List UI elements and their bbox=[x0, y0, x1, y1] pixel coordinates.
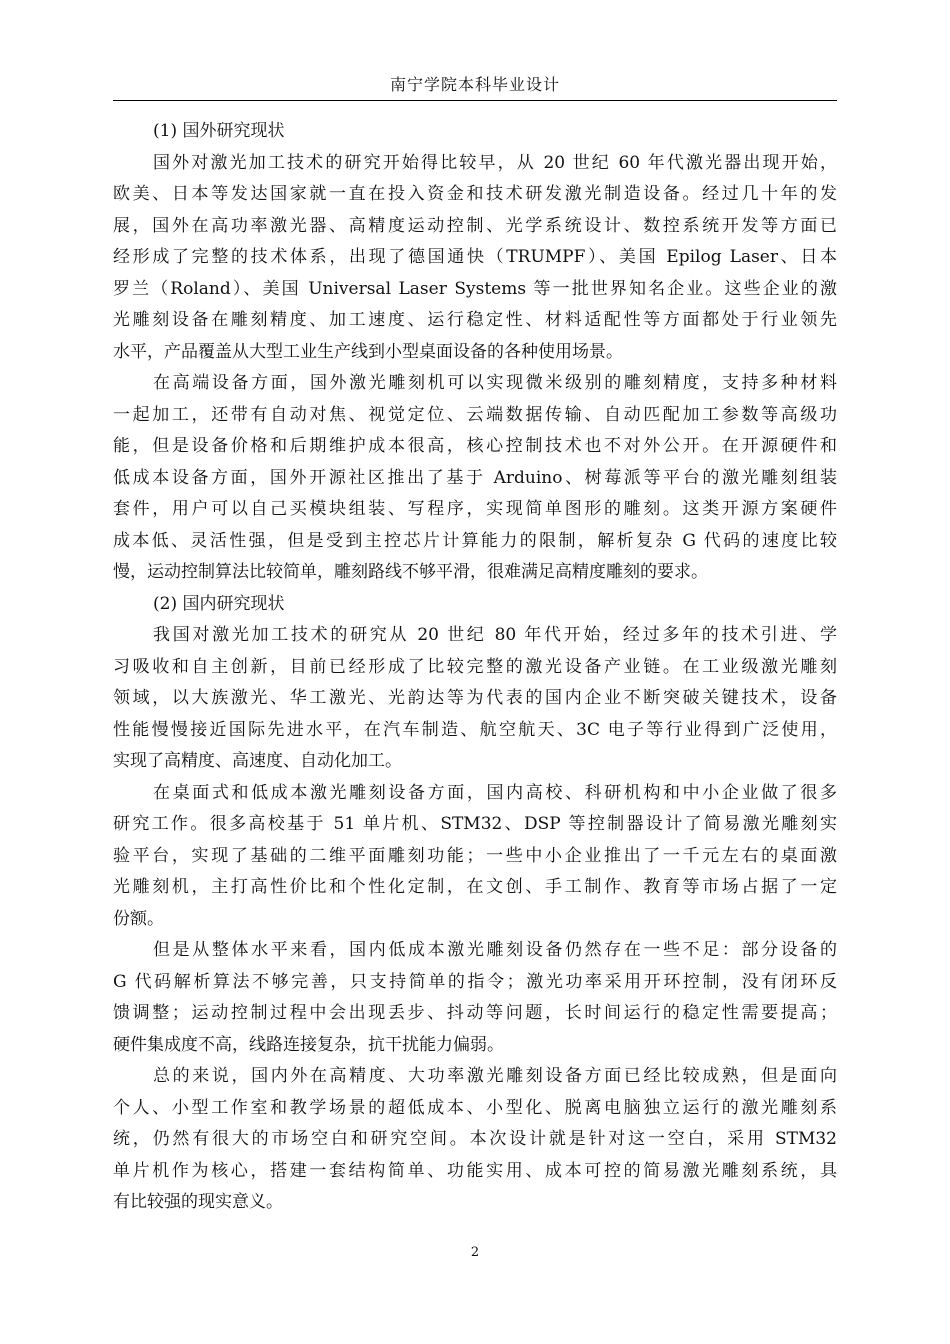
paragraph-line: 个人、小型工作室和教学场景的超低成本、小型化、脱离电脑独立运行的激光雕刻系 bbox=[113, 1097, 837, 1118]
paragraph-line: 欧美、日本等发达国家就一直在投入资金和技术研发激光制造设备。经过几十年的发 bbox=[113, 184, 837, 204]
paragraph-line: 研究工作。很多高校基于 51 单片机、STM32、DSP 等控制器设计了简易激光雕刻实 bbox=[113, 814, 837, 834]
paragraph-line: 经形成了完整的技术体系，出现了德国通快（TRUMPF）、美国 Epilog Laser、日本 bbox=[113, 247, 837, 267]
paragraph-line: 国外对激光加工技术的研究开始得比较早，从 20 世纪 60 年代激光器出现开始， bbox=[153, 152, 837, 173]
paragraph-line: 实现了高精度、高速度、自动化加工。 bbox=[113, 751, 402, 771]
paragraph-line: 但是从整体水平来看，国内低成本激光雕刻设备仍然存在一些不足：部分设备的 bbox=[153, 940, 837, 960]
section-heading: (2) 国内研究现状 bbox=[153, 593, 285, 614]
paragraph-line: 光雕刻设备在雕刻精度、加工速度、运行稳定性、材料适配性等方面都处于行业领先 bbox=[113, 310, 837, 330]
paragraph-line: 馈调整；运动控制过程中会出现丢步、抖动等问题，长时间运行的稳定性需要提高； bbox=[113, 1003, 837, 1023]
document-body bbox=[113, 116, 837, 1219]
paragraph-line: 一起加工，还带有自动对焦、视觉定位、云端数据传输、自动匹配加工参数等高级功 bbox=[113, 404, 837, 425]
page-number: 2 bbox=[470, 1245, 480, 1260]
paragraph-line: 性能慢慢接近国际先进水平，在汽车制造、航空航天、3C 电子等行业得到广泛使用， bbox=[113, 719, 837, 740]
paragraph-line: 习吸收和自主创新，目前已经形成了比较完整的激光设备产业链。在工业级激光雕刻 bbox=[113, 656, 837, 677]
paragraph-line: G 代码解析算法不够完善，只支持简单的指令；激光功率采用开环控制，没有闭环反 bbox=[113, 971, 837, 992]
paragraph-line: 在桌面式和低成本激光雕刻设备方面，国内高校、科研机构和中小企业做了很多 bbox=[153, 782, 837, 803]
paragraph-line: 统，仍然有很大的市场空白和研究空间。本次设计就是针对这一空白，采用 STM32 bbox=[113, 1129, 837, 1149]
paragraph-line: 验平台，实现了基础的二维平面雕刻功能；一些中小企业推出了一千元左右的桌面激 bbox=[113, 845, 837, 866]
paragraph-line: 成本低、灵活性强，但是受到主控芯片计算能力的限制，解析复杂 G 代码的速度比较 bbox=[113, 530, 837, 551]
paragraph-line: 能，但是设备价格和后期维护成本很高，核心控制技术也不对外公开。在开源硬件和 bbox=[113, 436, 837, 456]
paragraph-line: 有比较强的现实意义。 bbox=[113, 1192, 283, 1212]
paragraph-line: 份额。 bbox=[113, 908, 164, 929]
paragraph-line: 硬件集成度不高，线路连接复杂，抗干扰能力偏弱。 bbox=[113, 1034, 504, 1055]
paragraph-line: 展，国外在高功率激光器、高精度运动控制、光学系统设计、数控系统开发等方面已 bbox=[113, 215, 837, 236]
page-header-title: 南宁学院本科毕业设计 bbox=[389, 75, 560, 94]
paragraph-line: 在高端设备方面，国外激光雕刻机可以实现微米级别的雕刻精度，支持多种材料 bbox=[153, 373, 837, 393]
paragraph-line: 罗兰（Roland）、美国 Universal Laser Systems 等一批世界知名企业。这些企业的激 bbox=[113, 278, 837, 299]
paragraph-line: 低成本设备方面，国外开源社区推出了基于 Arduino、树莓派等平台的激光雕刻组装 bbox=[113, 467, 837, 488]
paragraph-line: 我国对激光加工技术的研究从 20 世纪 80 年代开始，经过多年的技术引进、学 bbox=[153, 625, 837, 645]
paragraph-line: 总的来说，国内外在高精度、大功率激光雕刻设备方面已经比较成熟，但是面向 bbox=[153, 1066, 837, 1086]
header-rule bbox=[113, 100, 837, 101]
paragraph-line: 套件，用户可以自己买模块组装、写程序，实现简单图形的雕刻。这类开源方案硬件 bbox=[113, 499, 837, 519]
section-heading: (1) 国外研究现状 bbox=[153, 121, 285, 141]
paragraph-line: 慢，运动控制算法比较简单，雕刻路线不够平滑，很难满足高精度雕刻的要求。 bbox=[113, 562, 708, 582]
paragraph-line: 领域，以大族激光、华工激光、光韵达等为代表的国内企业不断突破关键技术，设备 bbox=[113, 688, 837, 708]
paragraph-line: 水平，产品覆盖从大型工业生产线到小型桌面设备的各种使用场景。 bbox=[113, 341, 623, 362]
paragraph-line: 光雕刻机，主打高性价比和个性化定制，在文创、手工制作、教育等市场占据了一定 bbox=[113, 877, 837, 897]
paragraph-line: 单片机作为核心，搭建一套结构简单、功能实用、成本可控的简易激光雕刻系统，具 bbox=[113, 1160, 837, 1181]
